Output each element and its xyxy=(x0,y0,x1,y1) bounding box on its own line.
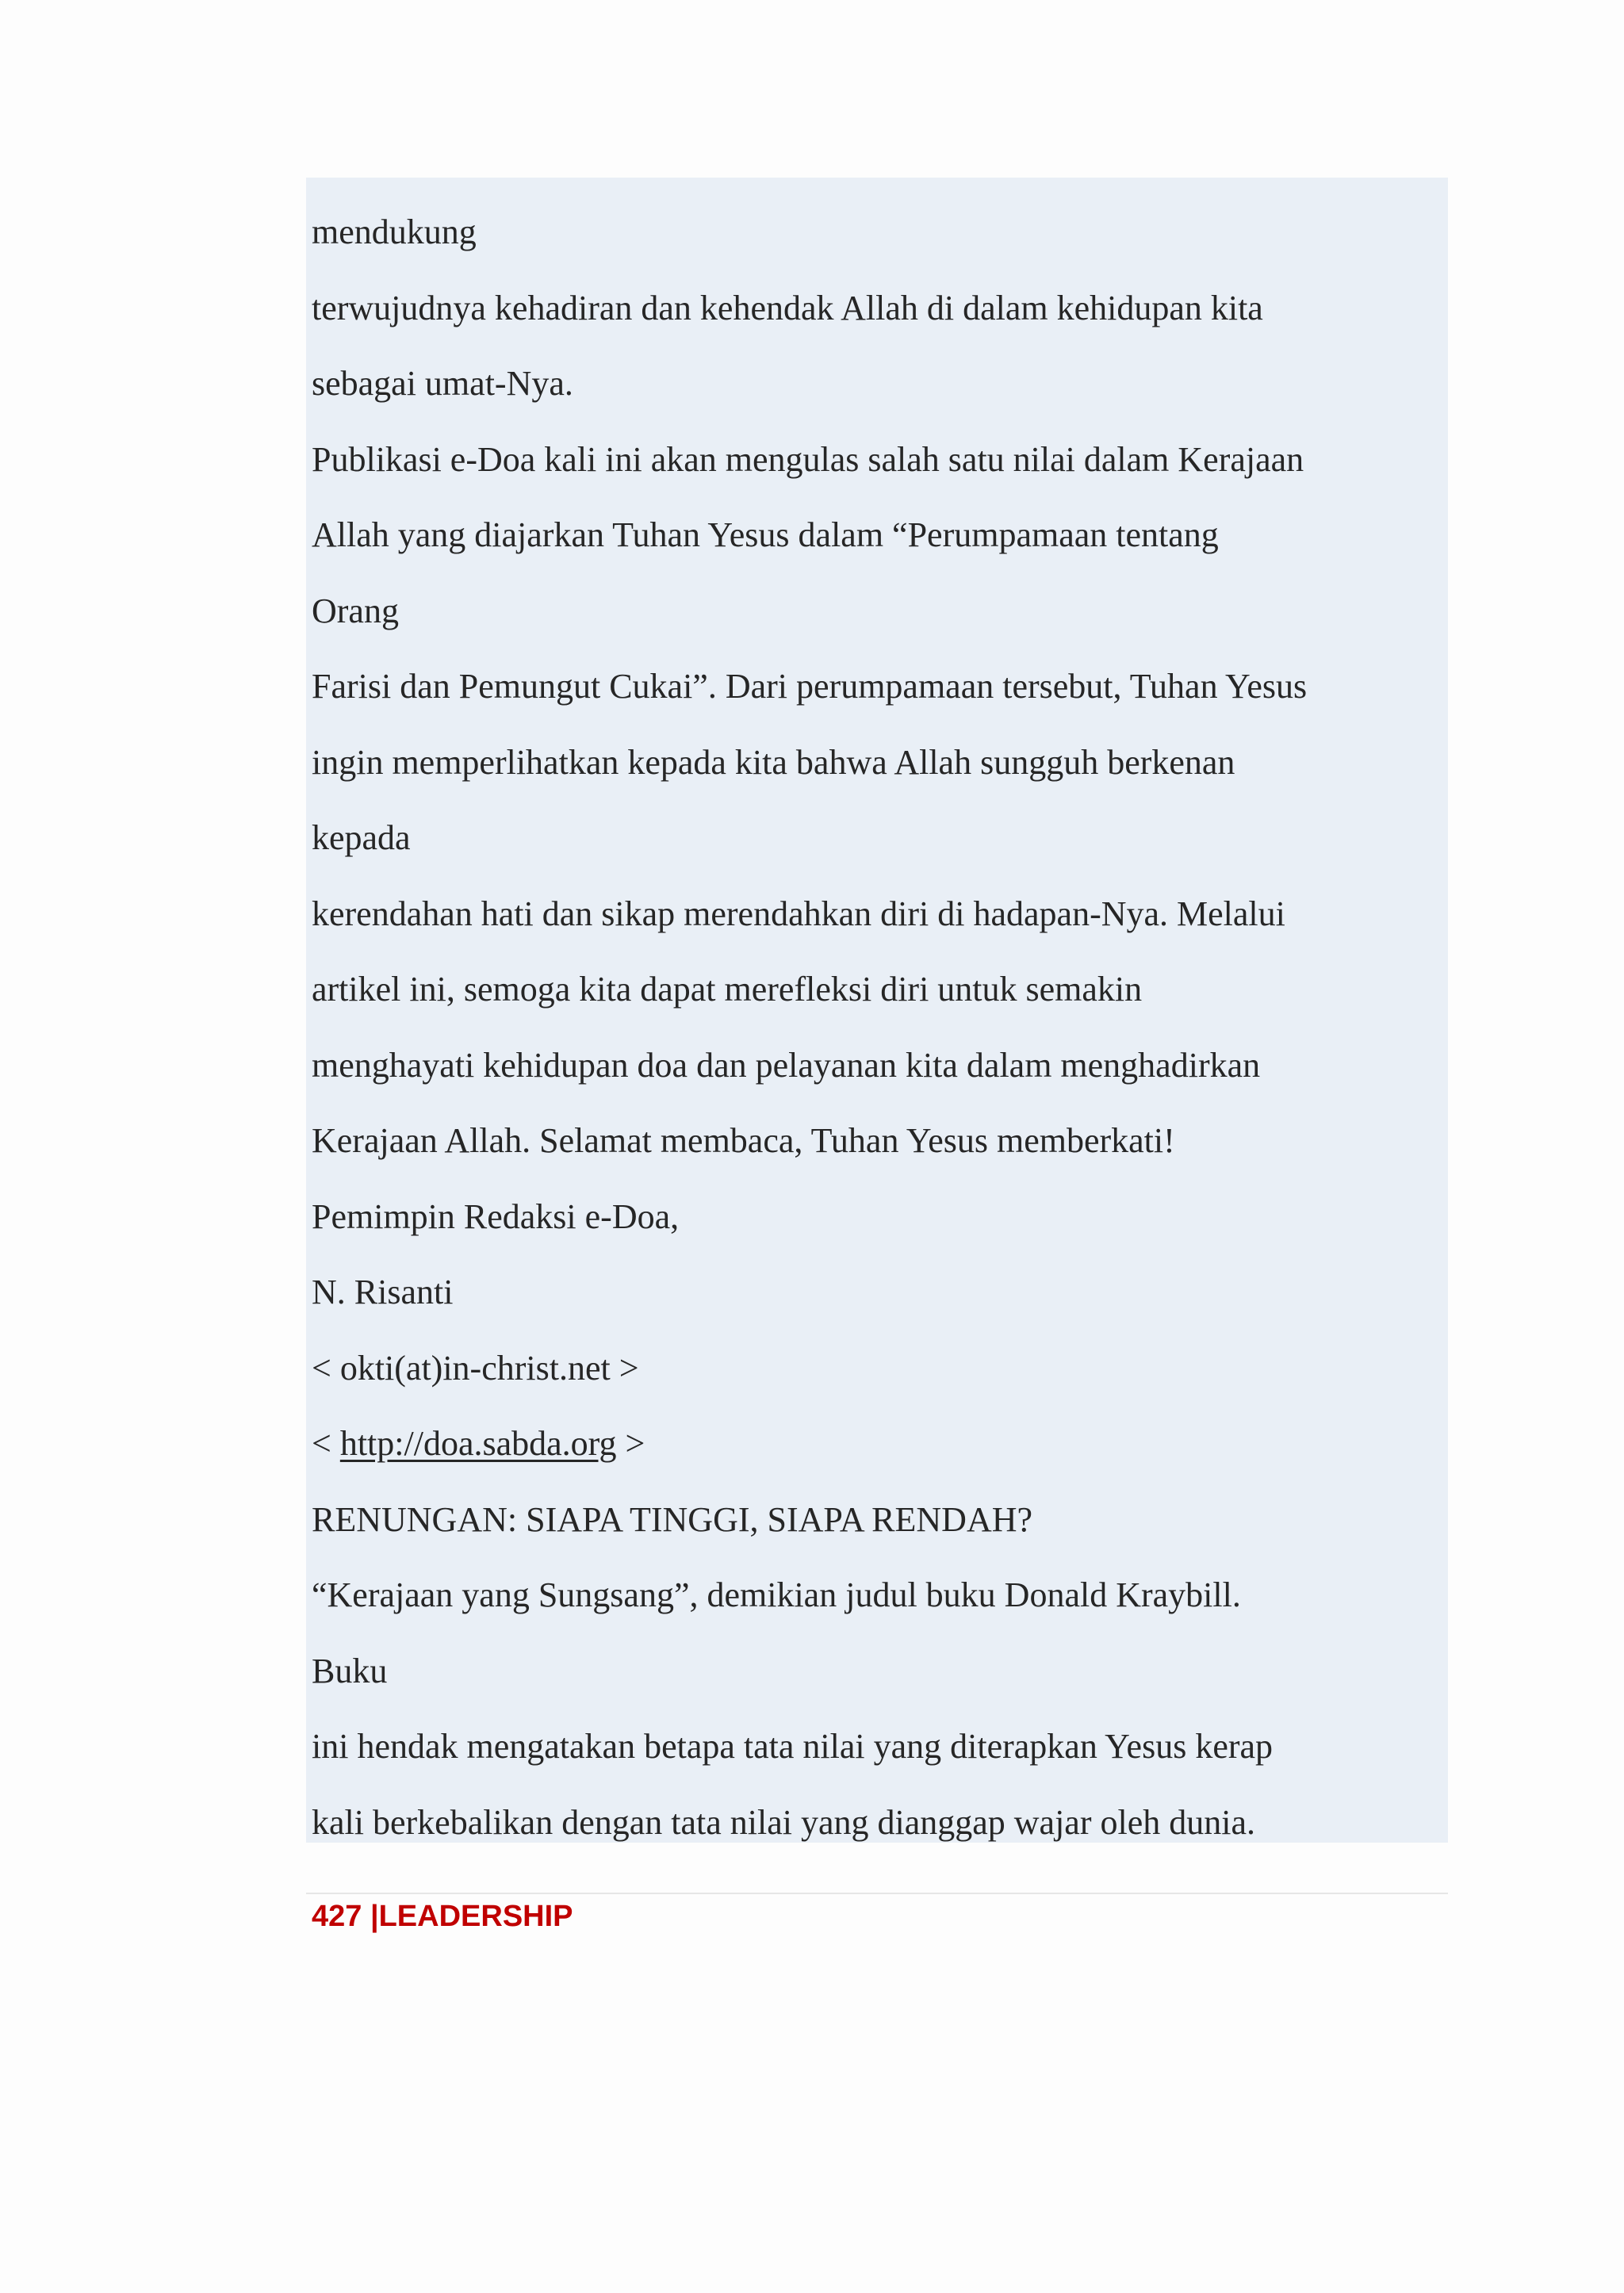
text-line: Orang xyxy=(312,591,399,630)
link-prefix: < xyxy=(312,1424,340,1463)
signature-email: < okti(at)in-christ.net > xyxy=(312,1348,639,1388)
signature-title: Pemimpin Redaksi e-Doa, xyxy=(312,1196,680,1236)
text-line: kerendahan hati dan sikap merendahkan diri di hadapan-Nya. Melalui xyxy=(312,894,1285,933)
website-link[interactable]: http://doa.sabda.org xyxy=(339,1424,617,1463)
text-line: Allah yang diajarkan Tuhan Yesus dalam “Perumpamaan tentang xyxy=(312,515,1219,554)
text-line: Publikasi e-Doa kali ini akan mengulas salah satu nilai dalam Kerajaan xyxy=(312,439,1304,479)
signature-name: N. Risanti xyxy=(312,1273,454,1311)
link-suffix: > xyxy=(616,1424,645,1463)
text-line: terwujudnya kehadiran dan kehendak Allah di dalam kehidupan kita xyxy=(312,288,1263,327)
text-line: artikel ini, semoga kita dapat merefleksi diri untuk semakin xyxy=(312,970,1143,1009)
text-line: sebagai umat-Nya. xyxy=(312,364,573,403)
text-line: Farisi dan Pemungut Cukai”. Dari perumpamaan tersebut, Tuhan Yesus xyxy=(312,667,1308,706)
website-line xyxy=(312,1406,1454,1482)
text-line: ingin memperlihatkan kepada kita bahwa Allah sungguh berkenan xyxy=(312,742,1235,782)
body-text xyxy=(312,194,1454,1860)
text-line: ini hendak mengatakan betapa tata nilai yang diterapkan Yesus kerap xyxy=(312,1727,1274,1766)
text-line: kali berkebalikan dengan tata nilai yang dianggap wajar oleh dunia. xyxy=(312,1802,1255,1842)
text-line: Kerajaan Allah. Selamat membaca, Tuhan Yesus memberkati! xyxy=(312,1121,1175,1160)
text-line: menghayati kehidupan doa dan pelayanan kita dalam menghadirkan xyxy=(312,1045,1261,1085)
section-heading: RENUNGAN: SIAPA TINGGI, SIAPA RENDAH? xyxy=(312,1499,1033,1539)
text-line: “Kerajaan yang Sungsang”, demikian judul buku Donald Kraybill. xyxy=(312,1575,1241,1614)
page-footer: 427 |LEADERSHIP xyxy=(312,1900,573,1933)
text-line: mendukung xyxy=(312,212,477,251)
footer-divider xyxy=(306,1893,1448,1894)
text-line: kepada xyxy=(312,818,411,857)
text-line: Buku xyxy=(312,1651,388,1690)
